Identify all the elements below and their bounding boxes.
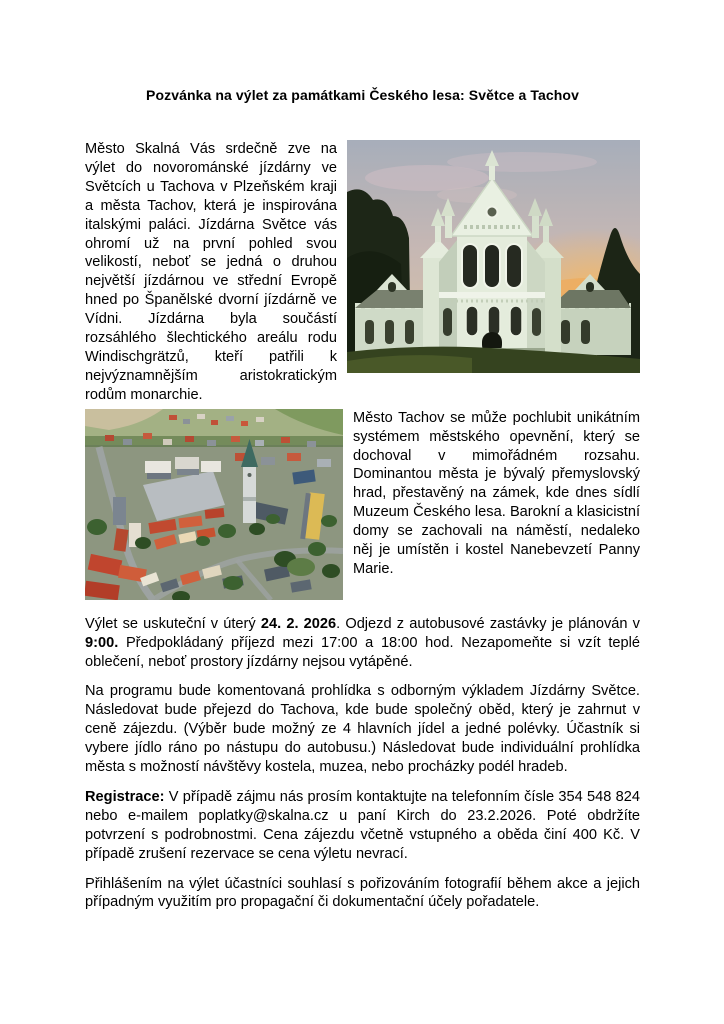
svetce-photo-illustration: [347, 140, 640, 373]
section-svetce: [85, 140, 640, 405]
registration-paragraph: [85, 788, 640, 864]
program-paragraph: Na programu bude komentovaná prohlídka s odborným výkladem Jízdárny Světce. Následovat bude přejezd do Tachova, kde bude společný oběd, který je zahrnut v ceně zájezdu. (Výběr bude možný ze 4 hlavních jídel a jedné polévky. Účastník si vybere jídlo ráno po nástupu do autobusu.) Následovat bude individuální prohlídka města s možností návštěvy kostela, muzea, nebo procházky podél hradeb.: [85, 683, 640, 776]
svetce-riding-hall-photo: [347, 140, 640, 373]
document-content: [85, 0, 640, 912]
section-tachov: [85, 409, 640, 600]
tachov-photo-illustration: [85, 409, 343, 600]
tachov-aerial-photo: [85, 409, 343, 600]
tachov-paragraph: Město Tachov se může pochlubit unikátním systémem městského opevnění, který se dochoval v mimořádném rozsahu. Dominantou města je bývalý přemyslovský hrad, přestavěný na zámek, kde dnes sídlí Muzeum Českého lesa. Barokní a klasicistní domy se zachovali na náměstí, nedaleko něj je umístěn i kostel Nanebevzetí Panny Marie.: [353, 409, 640, 577]
registration-label: Registrace:: [85, 788, 165, 805]
trip-date: 24. 2. 2026: [260, 615, 337, 632]
schedule-text-part: Výlet se uskuteční v úterý: [85, 615, 261, 632]
registration-text-part: V případě zájmu nás prosím kontaktujte na telefonním čísle 354 548 824 nebo e-mailem poplatky@skalna.cz u paní Kirch do 23.2.2026. Poté obdržíte potvrzení s podrobnostmi. Cena zájezdu včetně vstupného a oběda činí 400 Kč. V případě zrušení rezervace se cena výletu nevrací.: [85, 788, 640, 862]
page-title: Pozvánka na výlet za památkami Českého lesa: Světce a Tachov: [146, 87, 579, 103]
svetce-paragraph: Město Skalná Vás srdečně zve na výlet do novorománské jízdárny ve Světcích u Tachova v Plzeňském kraji a města Tachov, která je inspirována italskými paláci. Jízdárna Světce vás ohromí už na první pohled svou velikostí, neboť se jedná o druhou největší jízdárnou ve střední Evropě hned po Španělské dvorní jízdárně ve Vídni. Jízdárna byla součástí rozsáhlého šlechtického areálu rodu Windischgrätzů, kteří patřili k nejvýznamnějším aristokratickým rodům monarchie.: [85, 141, 337, 403]
departure-time: 9:00.: [85, 634, 119, 651]
schedule-text-part: Předpokládaný příjezd mezi 17:00 a 18:00 hod. Nezapomeňte si vzít teplé oblečení, neboť prostory jízdárny nejsou vytápěné.: [85, 634, 640, 670]
schedule-text-part: . Odjezd z autobusové zastávky je plánován v: [336, 615, 640, 632]
schedule-paragraph: [85, 615, 640, 672]
consent-paragraph: Přihlášením na výlet účastníci souhlasí s pořizováním fotografií během akce a jejich případným využitím pro propagační či dokumentační účely pořadatele.: [85, 875, 640, 911]
